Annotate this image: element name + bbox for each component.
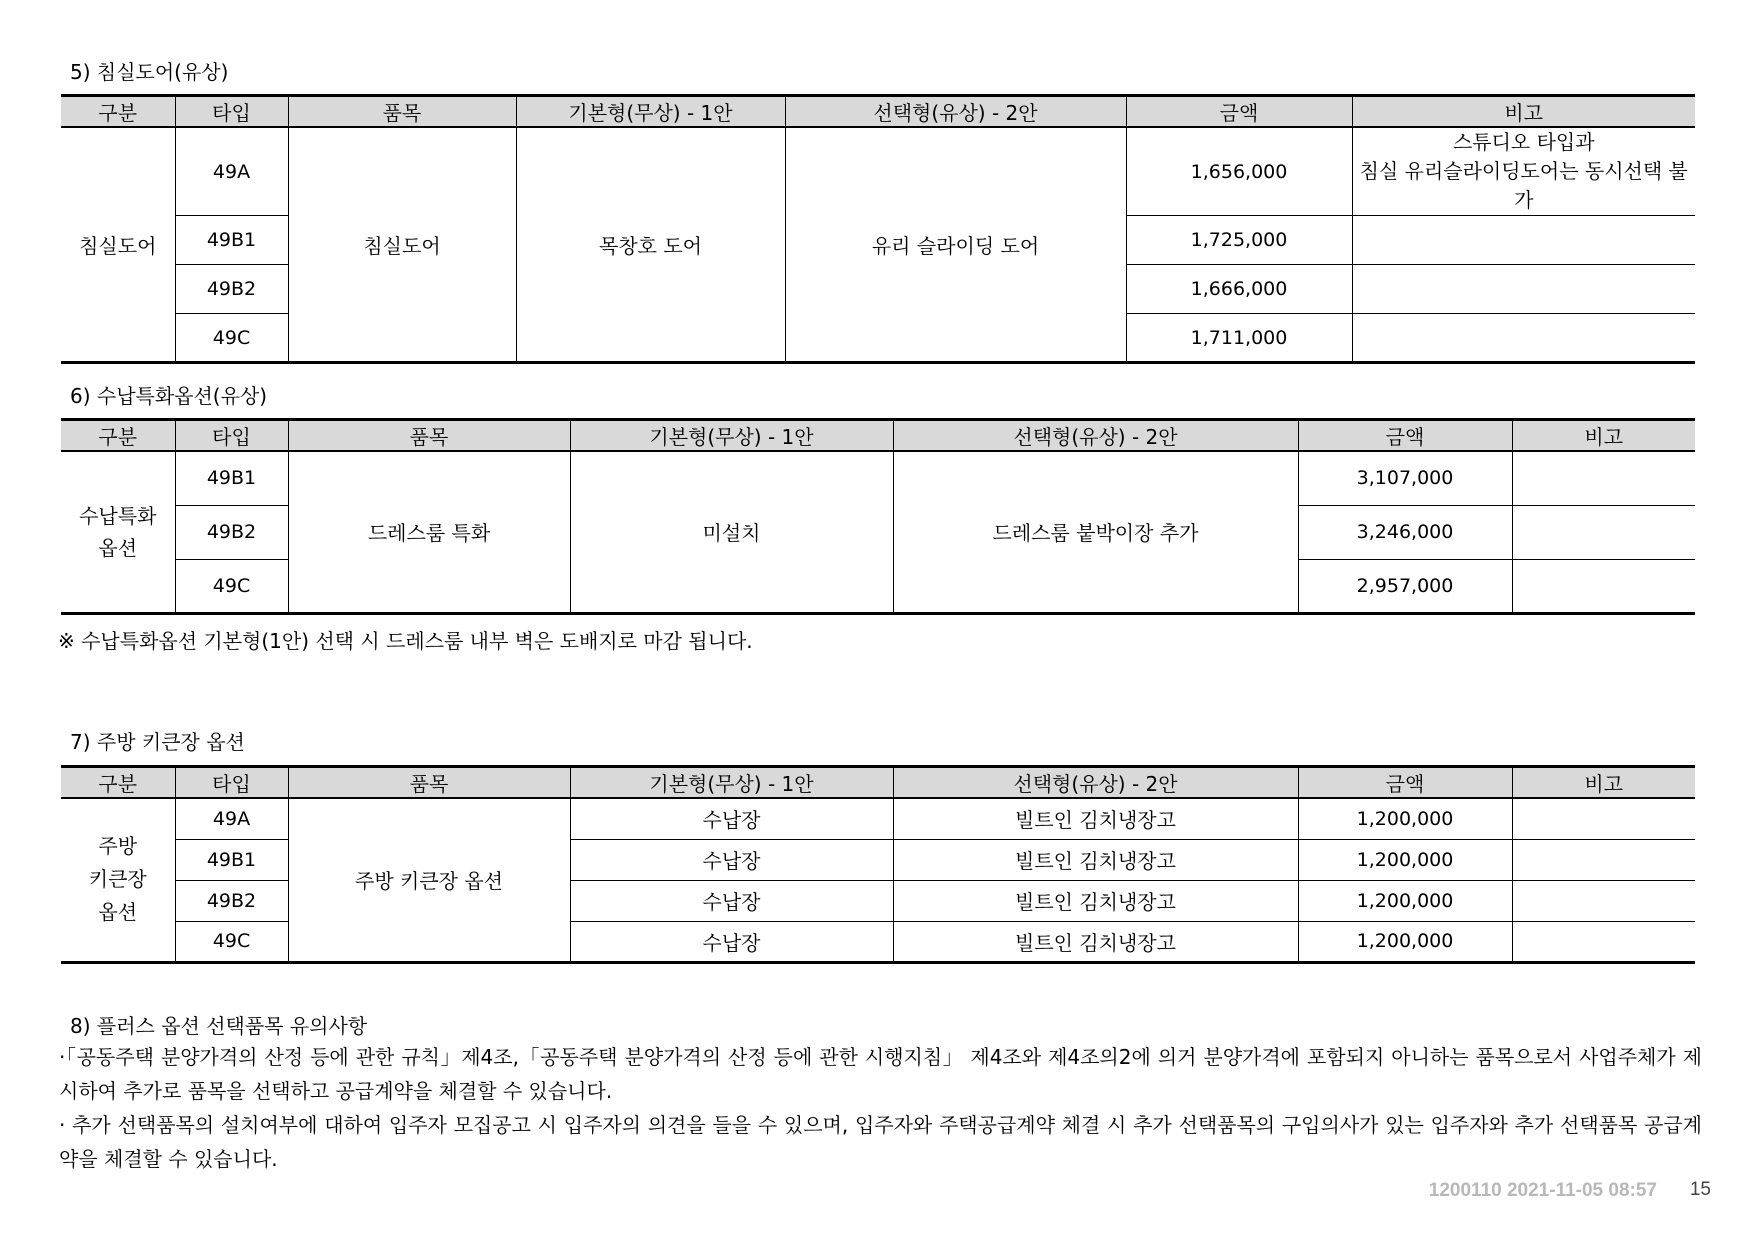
remark-cell <box>1512 880 1695 921</box>
table-row <box>61 798 1695 839</box>
select-cell: 빌트인 김치냉장고 <box>893 880 1298 921</box>
basic-cell: 수납장 <box>570 798 893 839</box>
table-header-row <box>61 420 1695 452</box>
price-cell: 1,711,000 <box>1126 314 1352 363</box>
table-header-row <box>61 767 1695 799</box>
basic-cell: 미설치 <box>570 451 893 613</box>
basic-cell: 수납장 <box>570 921 893 962</box>
type-cell: 49B2 <box>175 505 288 559</box>
header-price: 금액 <box>1126 96 1352 128</box>
type-cell: 49B1 <box>175 839 288 880</box>
section-7-table <box>61 765 1695 964</box>
remark-cell <box>1512 505 1695 559</box>
type-cell: 49A <box>175 798 288 839</box>
remark-line-1: 스튜디오 타입과 <box>1452 130 1595 154</box>
category-cell <box>61 798 175 962</box>
remark-cell <box>1352 127 1695 216</box>
type-cell: 49A <box>175 127 288 216</box>
select-cell: 빌트인 김치냉장고 <box>893 839 1298 880</box>
category-line-3: 옵션 <box>98 900 138 925</box>
header-basic: 기본형(무상) - 1안 <box>570 420 893 452</box>
header-item: 품목 <box>288 420 570 452</box>
section-8-paragraph-2: · 추가 선택품목의 설치여부에 대하여 입주자 모집공고 시 입주자의 의견을 들을 수 있으며, 입주자와 주택공급계약 체결 시 추가 선택품목의 구입의사가 있는 입주자와 추가 선택품목 공급계약을 체결할 수 있습니다. <box>59 1113 1702 1171</box>
section-5-table <box>61 94 1695 364</box>
section-7-title: 7) 주방 키큰장 옵션 <box>70 730 245 754</box>
header-gubun: 구분 <box>61 767 175 799</box>
price-cell: 1,666,000 <box>1126 265 1352 314</box>
section-8-title: 8) 플러스 옵션 선택품목 유의사항 <box>70 1014 368 1038</box>
header-remark: 비고 <box>1352 96 1695 128</box>
remark-cell <box>1352 314 1695 363</box>
section-6-note: ※ 수납특화옵션 기본형(1안) 선택 시 드레스룸 내부 벽은 도배지로 마감 됩니다. <box>58 629 753 653</box>
table-header-row <box>61 96 1695 128</box>
category-line-2: 키큰장 <box>88 867 147 892</box>
basic-cell: 목창호 도어 <box>516 127 785 363</box>
remark-cell <box>1512 451 1695 505</box>
basic-cell: 수납장 <box>570 839 893 880</box>
category-line-1: 수납특화 <box>79 503 157 528</box>
remark-cell <box>1512 839 1695 880</box>
header-remark: 비고 <box>1512 420 1695 452</box>
header-basic: 기본형(무상) - 1안 <box>516 96 785 128</box>
type-cell: 49B1 <box>175 451 288 505</box>
select-cell: 유리 슬라이딩 도어 <box>785 127 1126 363</box>
select-cell: 드레스룸 붙박이장 추가 <box>893 451 1298 613</box>
type-cell: 49C <box>175 314 288 363</box>
select-cell: 빌트인 김치냉장고 <box>893 921 1298 962</box>
item-cell: 침실도어 <box>288 127 516 363</box>
category-line-1: 주방 <box>98 834 138 859</box>
item-cell: 드레스룸 특화 <box>288 451 570 613</box>
price-cell: 3,107,000 <box>1298 451 1512 505</box>
price-cell: 2,957,000 <box>1298 559 1512 613</box>
type-cell: 49C <box>175 559 288 613</box>
price-cell: 1,200,000 <box>1298 839 1512 880</box>
section-6-table <box>61 418 1695 615</box>
type-cell: 49B1 <box>175 216 288 265</box>
type-cell: 49B2 <box>175 880 288 921</box>
type-cell: 49B2 <box>175 265 288 314</box>
type-cell: 49C <box>175 921 288 962</box>
header-price: 금액 <box>1298 767 1512 799</box>
header-basic: 기본형(무상) - 1안 <box>570 767 893 799</box>
table-row <box>61 451 1695 505</box>
remark-cell <box>1352 216 1695 265</box>
remark-line-2: 침실 유리슬라이딩도어는 동시선택 불가 <box>1359 159 1688 212</box>
header-gubun: 구분 <box>61 420 175 452</box>
header-type: 타입 <box>175 420 288 452</box>
header-gubun: 구분 <box>61 96 175 128</box>
page-number: 15 <box>1689 1179 1711 1200</box>
section-6-title: 6) 수납특화옵션(유상) <box>70 384 268 408</box>
header-select: 선택형(유상) - 2안 <box>893 420 1298 452</box>
header-remark: 비고 <box>1512 767 1695 799</box>
header-item: 품목 <box>288 96 516 128</box>
header-item: 품목 <box>288 767 570 799</box>
header-select: 선택형(유상) - 2안 <box>785 96 1126 128</box>
header-type: 타입 <box>175 96 288 128</box>
price-cell: 3,246,000 <box>1298 505 1512 559</box>
remark-cell <box>1352 265 1695 314</box>
section-8-paragraph-1: ·「공동주택 분양가격의 산정 등에 관한 규칙」제4조,「공동주택 분양가격의 산정 등에 관한 시행지침」 제4조와 제4조의2에 의거 분양가격에 포함되지 아니하는 품목으로서 사업주체가 제시하여 추가로 품목을 선택하고 공급계약을 체결할 수 있습니다. <box>59 1045 1702 1103</box>
remark-cell <box>1512 921 1695 962</box>
header-type: 타입 <box>175 767 288 799</box>
category-cell: 침실도어 <box>61 127 175 363</box>
select-cell: 빌트인 김치냉장고 <box>893 798 1298 839</box>
category-line-2: 옵션 <box>98 535 138 560</box>
price-cell: 1,656,000 <box>1126 127 1352 216</box>
price-cell: 1,200,000 <box>1298 921 1512 962</box>
item-cell: 주방 키큰장 옵션 <box>288 798 570 962</box>
table-row <box>61 127 1695 216</box>
basic-cell: 수납장 <box>570 880 893 921</box>
remark-cell <box>1512 559 1695 613</box>
price-cell: 1,200,000 <box>1298 880 1512 921</box>
print-timestamp: 1200110 2021-11-05 08:57 <box>1428 1180 1657 1201</box>
price-cell: 1,725,000 <box>1126 216 1352 265</box>
header-price: 금액 <box>1298 420 1512 452</box>
price-cell: 1,200,000 <box>1298 798 1512 839</box>
section-5-title: 5) 침실도어(유상) <box>70 60 229 84</box>
header-select: 선택형(유상) - 2안 <box>893 767 1298 799</box>
remark-cell <box>1512 798 1695 839</box>
category-cell <box>61 451 175 613</box>
